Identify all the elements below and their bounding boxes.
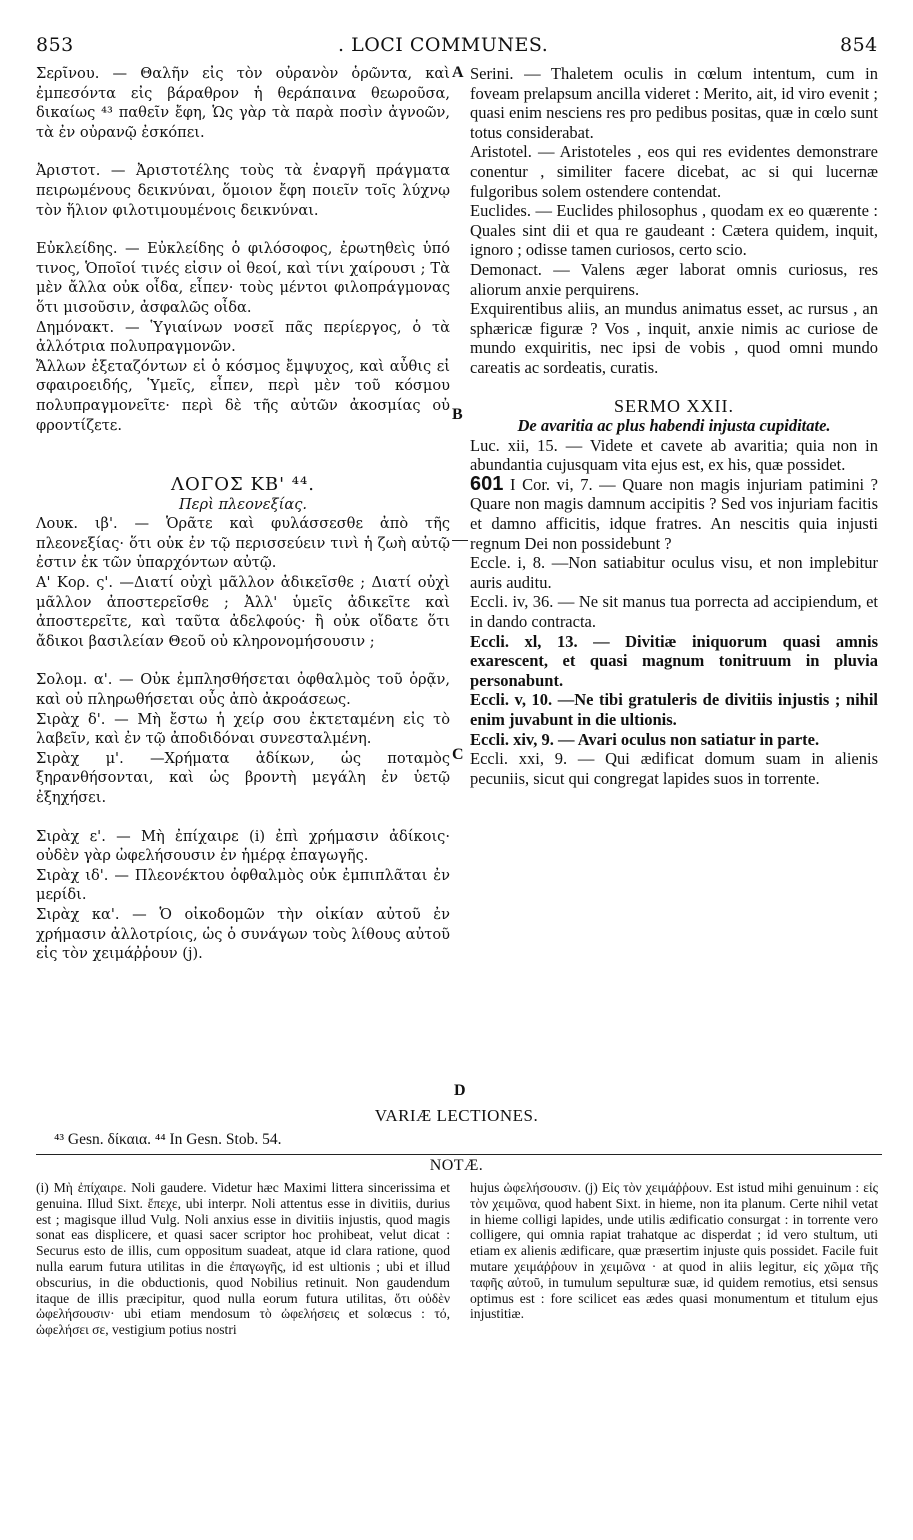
margin-letter-b: B [452, 406, 463, 423]
latin-section-subheading: De avaritia ac plus habendi injusta cupiditate. [517, 416, 831, 436]
latin-verse: Eccli. v, 10. —Ne tibi gratuleris de divitiis injustis ; nihil enim juvabunt in die ultionis. [470, 690, 878, 729]
greek-verse: Σιρὰχ ιδ'. — Πλεονέκτου ὀφθαλμὸς οὐκ ἐμπιπλᾶται ἐν μερίδι. [36, 866, 450, 904]
variae-text: ⁴³ Gesn. δίκαια. ⁴⁴ In Gesn. Stob. 54. [54, 1131, 282, 1148]
latin-section-heading: SERMO XXII. [613, 395, 734, 416]
margin-letter-c: C [452, 746, 464, 763]
latin-paragraph: Exquirentibus aliis, an mundus animatus esset, ac rursus , an sphæricæ figuræ ? Vos , inquit, anxie nimis ac curiose de mundo exquiritis, nec ipsi de vobis , quod omni mundo careatis ac sordeatis, curatis. [470, 299, 878, 377]
variae-heading: VARIÆ LECTIONES. [374, 1106, 539, 1125]
greek-paragraph: Δημόνακτ. — Ὑγιαίνων νοσεῖ πᾶς περίεργος, ὁ τὰ ἀλλότρια πολυπραγμονῶν. [36, 318, 450, 356]
notae-heading: NOTÆ. [429, 1157, 484, 1174]
margin-letter-d: D [454, 1082, 466, 1099]
greek-verse: Σιρὰχ δ'. — Μὴ ἔστω ἡ χείρ σου ἐκτεταμένη εἰς τὸ λαβεῖν, καὶ ἐν τῷ ἀποδιδόναι συνεσταλμένη. [36, 710, 450, 748]
page-number-right: 854 [840, 34, 878, 56]
latin-verse: Eccli. xl, 13. — Divitiæ iniquorum quasi amnis exarescent, et quasi magnum tonitruum in pluvia personabunt. [470, 631, 878, 690]
greek-verse: Λουκ. ιβ'. — Ὁρᾶτε καὶ φυλάσσεσθε ἀπὸ τῆς πλεονεξίας· ὅτι οὐκ ἐν τῷ περισσεύειν τινὶ ἡ ζωὴ αὐτῷ ἐστιν ἐκ τῶν ὑπαρχόντων αὐτῷ. [36, 515, 450, 572]
latin-paragraph: Euclides. — Euclides philosophus , quodam ex eo quærente : Quales sint dii et qua re gaudeant : Cætera quidem, inquit, ignoro ; odisse tamen curiosos, certo scio. [470, 201, 878, 260]
greek-paragraph: Σερῖνου. — Θαλῆν εἰς τὸν οὐρανὸν ὁρῶντα, καὶ ἐμπεσόντα εἰς βάραθρον ἡ θεράπαινα θεωροῦσα, δικαίως ⁴³ παθεῖν ἔφη, Ὡς γὰρ τὰ παρὰ ποσὶν ἀγνοῶν, τὰ ἐν οὐρανῷ ἐσκόπει. [36, 65, 450, 141]
column-dash [452, 540, 468, 541]
greek-verse: Σιρὰχ μ'. —Χρήματα ἀδίκων, ὡς ποταμὸς ξηρανθήσονται, καὶ ὡς βροντὴ μεγάλη ἐν ὑετῷ ἐξηχήσει. [36, 749, 450, 806]
latin-verse: Eccli. xxi, 9. — Qui ædificat domum suam in alienis pecuniis, sicut qui congregat lapides suos in torrente. [470, 749, 878, 788]
page-number-left: 853 [36, 34, 74, 56]
notes-rule [36, 1154, 882, 1155]
latin-verse-text: I Cor. vi, 7. — Quare non magis injuriam patimini ? Quare non magis damnum accipitis ? Sed vos injuriam facitis et damno afficitis, idque fratres. An nescitis quia injusti regnum Dei non possidebunt ? [470, 474, 878, 553]
greek-paragraph: Ἄλλων ἐξεταζόντων εἰ ὁ κόσμος ἔμψυχος, καὶ αὖθις εἰ σφαιροειδής, Ὑμεῖς, εἶπεν, περὶ μὲν τοῦ κόσμου πολυπραγμονεῖτε· περὶ δὲ τῆς αὐτῶν ἀκοσμίας οὐ φροντίζετε. [36, 357, 450, 434]
latin-paragraph: Aristotel. — Aristoteles , eos qui res evidentes demonstrare conentur , similiter facere dicebat, ac si qui lucernæ fulgoribus solem ostendere contendat. [470, 142, 878, 201]
notes-right-column: hujus ὠφελήσουσιν. (j) Εἰς τὸν χειμάῤῥουν. Est istud mihi genuinum : εἰς τὸν χειμῶνα, quod habent Sixt. in hieme, non ita planum. Certe nihil vetat in hieme colligi lapides, unde utilis ædificatio consurgat : in torrente vero colligere, qui omnia rapiat trahatque ac disperdat ; id vero stultum, uti etiam ex alienis ædificare, quæ præsertim injuste quis possidet. Facile fuit mutare χειμάῤῥουν in χειμῶνα · at quod in aliis legitur, εἰς χῶμα τῆς ταφῆς αὐτοῦ, in tumulum sepulturæ suæ, id quidem remotius, etsi sensus optimus est : fore scilicet eas ædes quasi monumentum et titulum ejus injustitiæ. [470, 1180, 878, 1322]
latin-column [470, 64, 878, 788]
greek-verse: Α' Κορ. ς'. —Διατί οὐχὶ μᾶλλον ἀδικεῖσθε ; Διατί οὐχὶ μᾶλλον ἀποστερεῖσθε ; Ἀλλ' ὑμεῖς ἀδικεῖτε καὶ ἀποστερεῖτε, καὶ ταῦτα ἀδελφούς· ἢ οὐκ οἴδατε ὅτι ἄδικοι βασιλείαν Θεοῦ οὐ κληρονομήσουσιν ; [36, 574, 450, 650]
greek-section-heading: ΛΟΓΟΣ ΚΒ' ⁴⁴. [171, 474, 315, 496]
column-number: 601 [470, 472, 504, 495]
greek-verse: Σιρὰχ ε'. — Μὴ ἐπίχαιρε (i) ἐπὶ χρήμασιν ἀδίκοις· οὐδὲν γὰρ ὠφελήσουσιν ἐν ἡμέρᾳ ἐπαγωγῆς. [36, 827, 450, 865]
margin-letter-a: A [452, 64, 464, 81]
latin-paragraph: Serini. — Thaletem oculis in cœlum intentum, cum in foveam prelapsum ancilla videret : Merito, ait, id viro evenit ; quasi enim nesciens res pro pedibus positas, quæ in cœlo sunt totus considerabat. [470, 64, 878, 142]
latin-verse [470, 472, 878, 553]
running-title: . LOCI COMMUNES. [338, 34, 549, 56]
latin-verse: Eccle. i, 8. —Non satiabitur oculus visu, et non implebitur auris auditu. [470, 553, 878, 592]
latin-paragraph: Demonact. — Valens æger laborat omnis curiosus, res aliorum anxie perquirens. [470, 259, 878, 299]
greek-section-subheading: Περὶ πλεονεξίας. [178, 495, 308, 513]
greek-paragraph: Ἀριστοτ. — Ἀριστοτέλης τοὺς τὰ ἐναργῆ πράγματα πειρωμένους δεικνύναι, ὅμοιον ἔφη ποιεῖν τοῖς λύχνῳ τὸν ἥλιον φιλοτιμουμένοις δεικνύναι. [36, 162, 450, 219]
latin-verse: Luc. xii, 15. — Videte et cavete ab avaritia; quia non in abundantia cujusquam vita ejus est, ex his, quæ possidet. [470, 435, 878, 475]
latin-verse: Eccli. iv, 36. — Ne sit manus tua porrecta ad accipiendum, et in dando contracta. [470, 592, 878, 632]
notes-left-column: (i) Μὴ ἐπίχαιρε. Noli gaudere. Videtur hæc Maximi littera sincerissima et genuina. Illud Sixt. ἔπεχε, ubi interpr. Noli attentus esse in divitiis, durius est ; magisque illud Vulg. Noli anxius esse in divitiis injustis, quod magis sonat eas displicere, et quasi sacer scriptor hoc prohibeat, velut dicat : Securus esto de illis, cum oppositum suadeat, atque id clara ratione, quod nulla earum futura utilitas in die ἐπαγωγῆς, id est ultionis ; ubi et illud obscurius, in die obductionis, quod Nobilius retinuit. Non gaudendum itaque de illis præcipitur, quod nulla eorum futura utilitas, ὅτι οὐδὲν ὠφελήσουσιν· ubi etiam mendosum τὸ ὠφελήσεις et solœcus : τό, ὠφελήσει σε, vestigium potius nostri [36, 1180, 450, 1338]
greek-paragraph: Εὐκλείδης. — Εὐκλείδης ὁ φιλόσοφος, ἐρωτηθεὶς ὑπό τινος, Ὁποῖοί τινές εἰσιν οἱ θεοί, καὶ τίνι χαίρουσι ; Τὰ μὲν ἄλλα οὐκ οἶδα, εἶπεν· τοὺς μέντοι φιλοπράγμονας ὅτι μισοῦσιν, ἀσφαλῶς οἶδα. [36, 240, 450, 316]
latin-verse: Eccli. xiv, 9. — Avari oculus non satiatur in parte. [470, 729, 820, 749]
greek-column [36, 64, 450, 964]
greek-verse: Σολομ. α'. — Οὐκ ἐμπλησθήσεται ὀφθαλμὸς τοῦ ὁρᾷν, καὶ οὐ πληρωθήσεται οὖς ἀπὸ ἀκροάσεως. [36, 671, 450, 709]
greek-verse: Σιρὰχ κα'. — Ὁ οἰκοδομῶν τὴν οἰκίαν αὐτοῦ ἐν χρήμασιν ἀλλοτρίοις, ὡς ὁ συνάγων τοὺς λίθους αὐτοῦ εἰς τὸν χειμάῤῥουν (j). [36, 905, 450, 963]
